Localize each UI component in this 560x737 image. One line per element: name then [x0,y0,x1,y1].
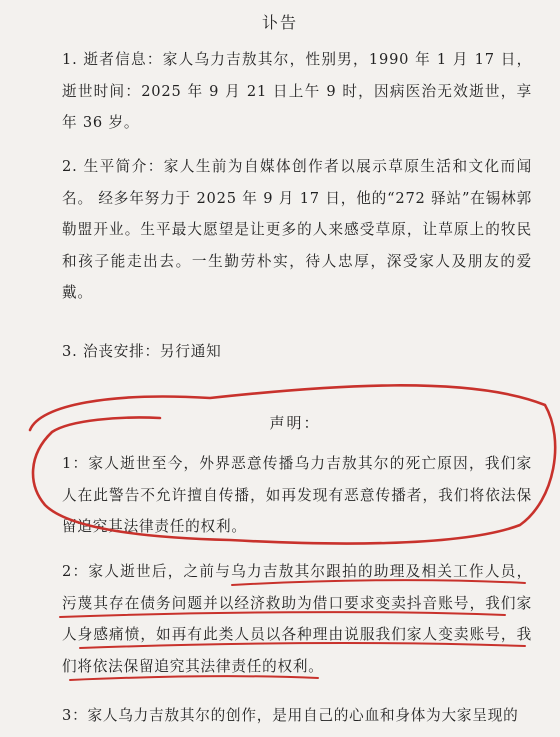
notice-item-deceased-info: 1. 逝者信息：家人乌力吉敖其尔，性别男，1990 年 1 月 17 日，逝世时间：2025 年 9 月 21 日上午 9 时，因病医治无效逝世，享年 36 岁。 [62,51,532,131]
statement-item-rumors: 1：家人逝世至今，外界恶意传播乌力吉敖其尔的死亡原因，我们家人在此警告不允许擅自传播，如再发现有恶意传播者，我们将依法保留追究其法律责任的权利。 [62,455,532,535]
statement-item-assistants: 2：家人逝世后，之前与乌力吉敖其尔跟拍的助理及相关工作人员，污蔑其存在债务问题并以经济救助为借口要求变卖抖音账号，我们家人身感痛愤，如再有此类人员以各种理由说服我们家人变卖账号，我们将依法保留追究其法律责任的权利。 [62,563,532,675]
statement-item-creation: 3：家人乌力吉敖其尔的创作，是用自己的心血和身体为大家呈现的 [62,707,519,724]
notice-title: 讣告 [261,13,298,32]
statement-title: 声明： [269,414,321,432]
notice-item-biography: 2. 生平简介：家人生前为自媒体创作者以展示草原生活和文化而闻名。 经多年努力于 2025 年 9 月 17 日，他的“272 驿站”在锡林郭勒盟开业。生平最大愿望是让更多的人来感受草原，让草原上的牧民和孩子能走出去。一生勤劳朴实，待人忠厚，深受家人及朋友的爱戴。 [62,158,532,301]
notice-item-funeral-arrangement: 3. 治丧安排：另行通知 [62,343,222,360]
